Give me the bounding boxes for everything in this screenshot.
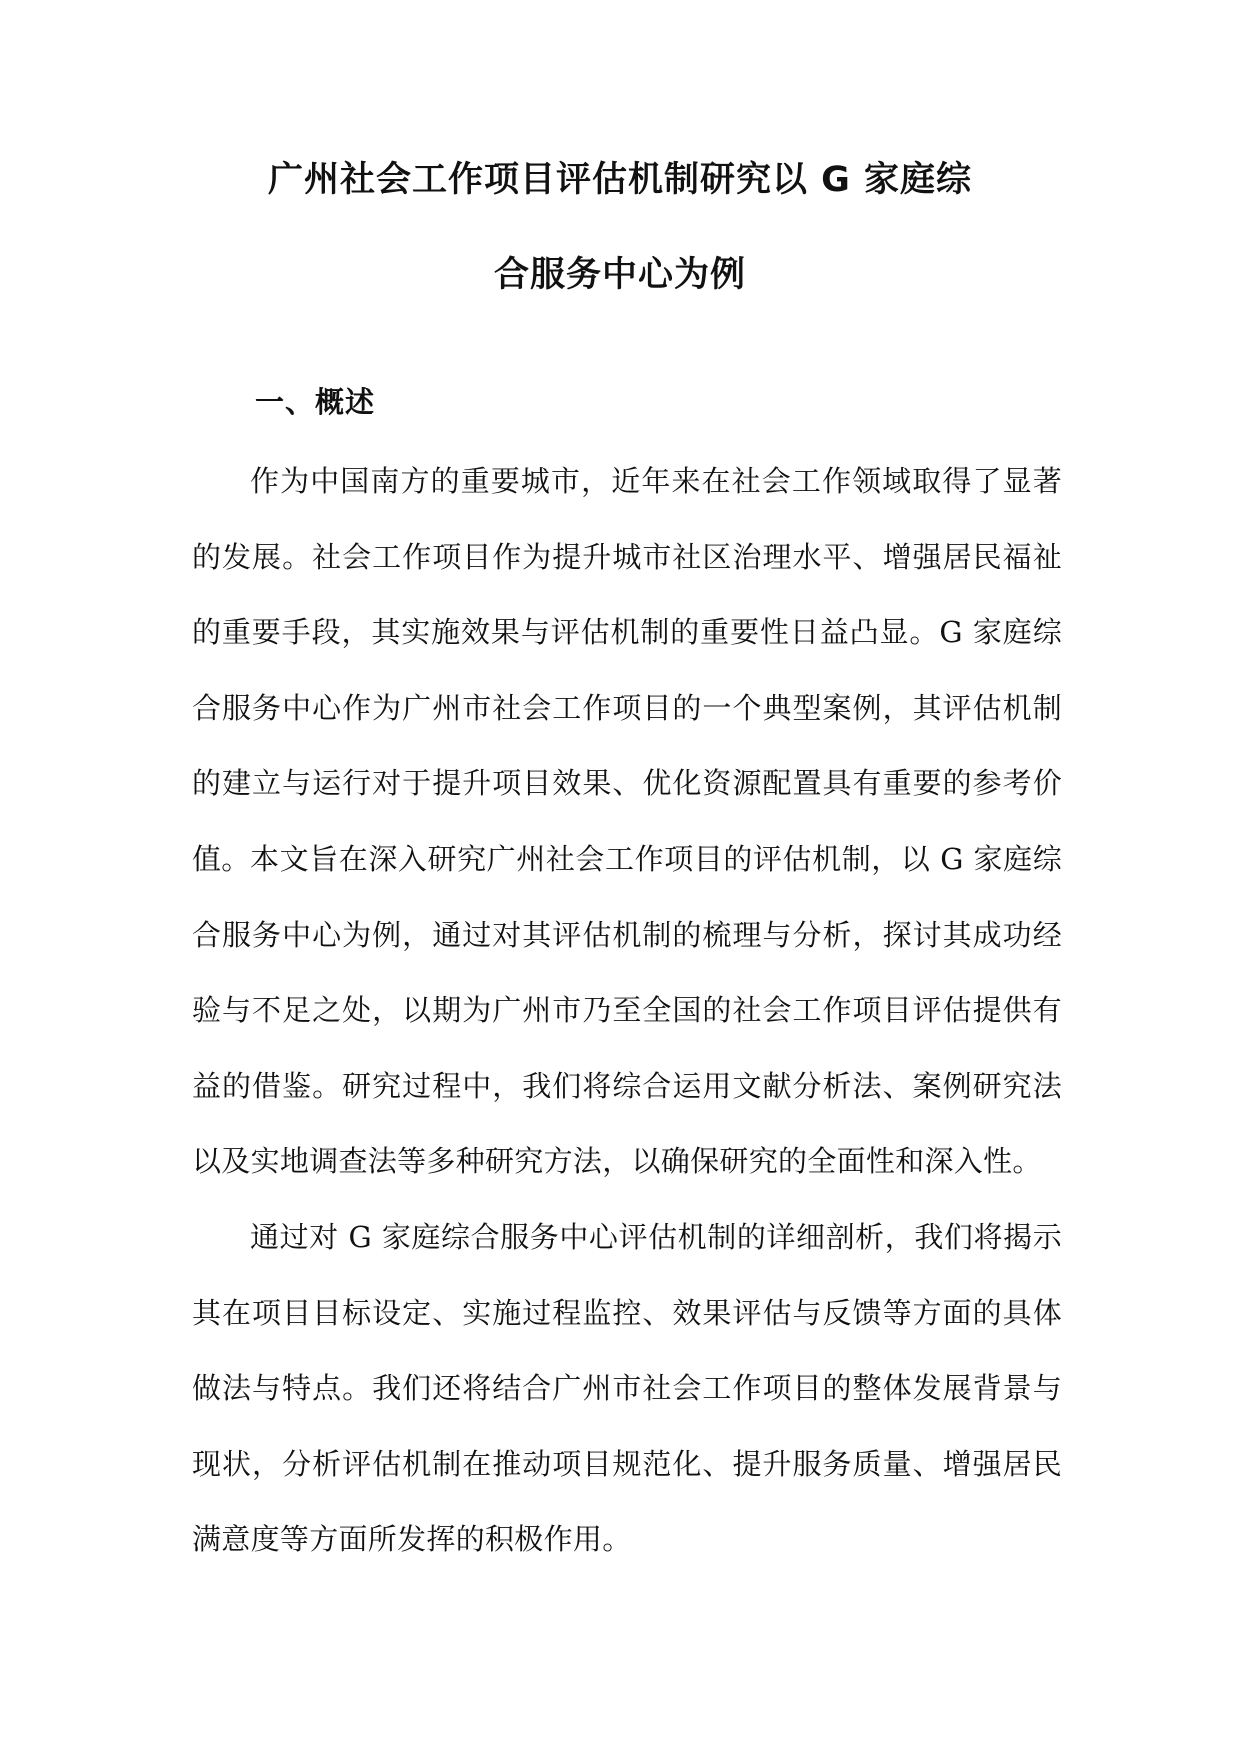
document-title-line-1: 广州社会工作项目评估机制研究以 G 家庭综 — [267, 160, 973, 200]
paragraph-2: 本文旨在深入研究广州社会工作项目的评估机制，以 G 家庭综合服务中心为例，通过对其评估机制的梳理与分析，探讨其成功经验与不足之处，以期为广州市乃至全国的社会工作项目评估提供有益的借鉴。研究过程中，我们将综合运用文献分析法、案例研究法以及实地调查法等多种研究方法，以确保研究的全面性和深入性。 — [192, 842, 1062, 1178]
paragraph-1: 作为中国南方的重要城市，近年来在社会工作领域取得了显著的发展。社会工作项目作为提升城市社区治理水平、增强居民福祉的重要手段，其实施效果与评估机制的重要性日益凸显。G 家庭综合服务中心作为广州市社会工作项目的一个典型案例，其评估机制的建立与运行对于提升项目效果、优化资源配置具有重要的参考价值。 — [192, 464, 1062, 876]
section-heading: 一、概述 — [255, 385, 376, 419]
paragraph-3: 通过对 G 家庭综合服务中心评估机制的详细剖析，我们将揭示其在项目目标设定、实施过程监控、效果评估与反馈等方面的具体做法与特点。我们还将结合广州市社会工作项目的整体发展背景与现状，分析评估机制在推动项目规范化、提升服务质量、增强居民满意度等方面所发挥的积极作用。 — [192, 1220, 1062, 1556]
document-title-line-2: 合服务中心为例 — [493, 255, 746, 295]
